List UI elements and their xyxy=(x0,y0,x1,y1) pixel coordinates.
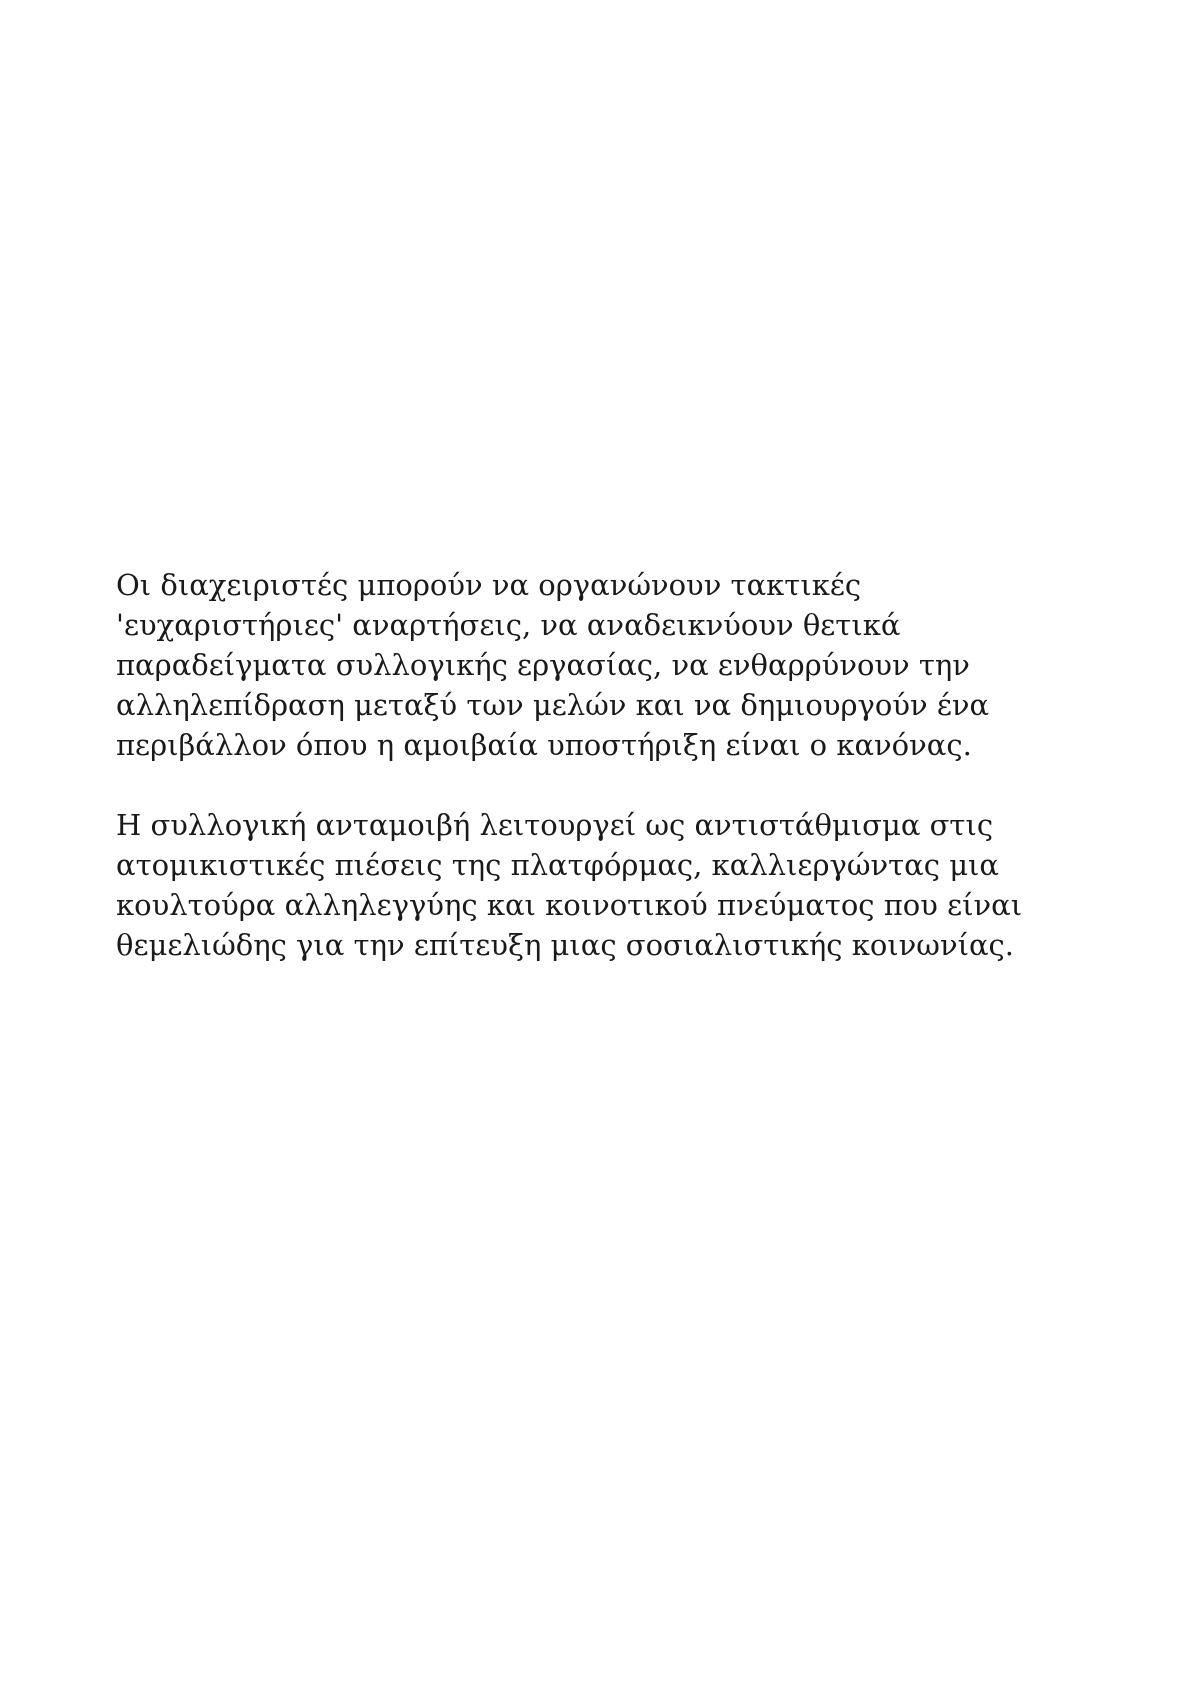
text-line: κουλτούρα αλληλεγγύης και κοινοτικού πνεύματος που είναι xyxy=(116,888,1023,922)
text-line: αλληλεπίδραση μεταξύ των μελών και να δημιουργούν ένα xyxy=(116,688,990,722)
body-text xyxy=(116,565,1106,965)
text-line: 'ευχαριστήριες' αναρτήσεις, να αναδεικνύουν θετικά xyxy=(116,608,901,642)
text-line: περιβάλλον όπου η αμοιβαία υποστήριξη είναι ο κανόνας. xyxy=(116,728,972,762)
paragraph-1 xyxy=(116,565,1106,765)
text-line: Οι διαχειριστές μπορούν να οργανώνουν τακτικές xyxy=(116,568,862,602)
text-line: Η συλλογική ανταμοιβή λειτουργεί ως αντιστάθμισμα στις xyxy=(116,808,994,842)
text-line: ατομικιστικές πιέσεις της πλατφόρμας, καλλιεργώντας μια xyxy=(116,848,999,882)
text-line: παραδείγματα συλλογικής εργασίας, να ενθαρρύνουν την xyxy=(116,648,970,682)
text-line: θεμελιώδης για την επίτευξη μιας σοσιαλιστικής κοινωνίας. xyxy=(116,928,1014,962)
paragraph-2 xyxy=(116,805,1106,965)
